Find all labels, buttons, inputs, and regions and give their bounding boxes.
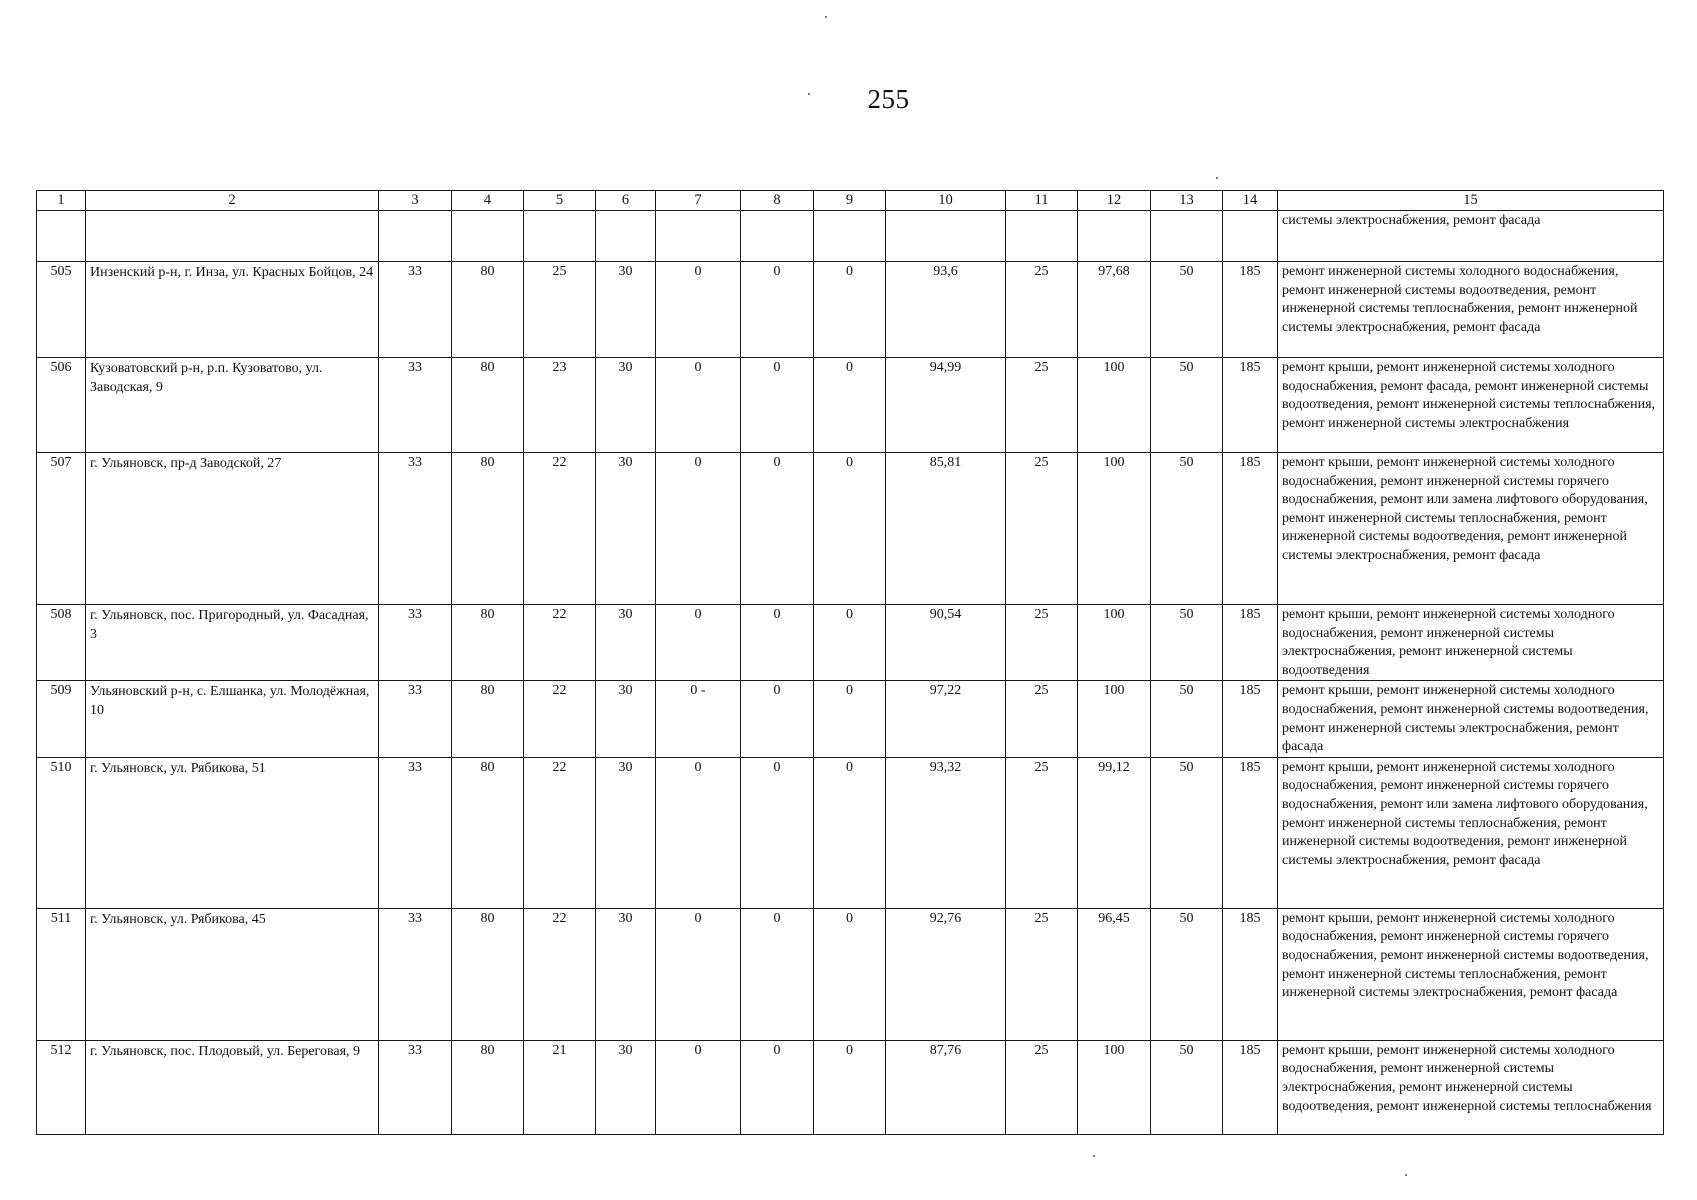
value-col-6: 30 — [596, 358, 656, 453]
address: г. Ульяновск, пр-д Заводской, 27 — [86, 453, 379, 605]
address: Ульяновский р-н, с. Елшанка, ул. Молодёжная, 10 — [86, 681, 379, 757]
value-col-11: 25 — [1006, 757, 1078, 908]
value-col-3: 33 — [379, 1040, 452, 1134]
value-col-11: 25 — [1006, 681, 1078, 757]
value-col-10: 94,99 — [886, 358, 1006, 453]
value-col-11: 25 — [1006, 1040, 1078, 1134]
table-cell — [1078, 211, 1151, 262]
column-number: 6 — [596, 191, 656, 211]
value-col-10: 85,81 — [886, 453, 1006, 605]
value-col-12: 96,45 — [1078, 908, 1151, 1040]
table-cell — [86, 211, 379, 262]
value-col-5: 23 — [524, 358, 596, 453]
value-col-8: 0 — [741, 358, 814, 453]
table-row — [37, 358, 1664, 453]
value-col-12: 100 — [1078, 1040, 1151, 1134]
value-col-9: 0 — [814, 681, 886, 757]
value-col-4: 80 — [452, 681, 524, 757]
table-row — [37, 681, 1664, 757]
value-col-4: 80 — [452, 1040, 524, 1134]
value-col-8: 0 — [741, 908, 814, 1040]
value-col-3: 33 — [379, 757, 452, 908]
value-col-10: 87,76 — [886, 1040, 1006, 1134]
work-description: ремонт крыши, ремонт инженерной системы холодного водоснабжения, ремонт инженерной системы электроснабжения, ремонт инженерной системы водоотведения, ремонт инженерной системы теплоснабжения — [1278, 1040, 1664, 1134]
value-col-9: 0 — [814, 453, 886, 605]
value-col-3: 33 — [379, 262, 452, 358]
value-col-4: 80 — [452, 358, 524, 453]
scan-speck — [825, 16, 827, 18]
scan-speck — [1405, 1174, 1407, 1176]
value-col-11: 25 — [1006, 262, 1078, 358]
table-cell — [741, 211, 814, 262]
value-col-13: 50 — [1151, 453, 1223, 605]
column-number: 14 — [1223, 191, 1278, 211]
value-col-13: 50 — [1151, 262, 1223, 358]
row-number: 510 — [37, 757, 86, 908]
table-cell — [814, 211, 886, 262]
value-col-11: 25 — [1006, 358, 1078, 453]
value-col-13: 50 — [1151, 681, 1223, 757]
column-number: 12 — [1078, 191, 1151, 211]
table-cell — [37, 211, 86, 262]
column-number: 5 — [524, 191, 596, 211]
continuation-row — [37, 211, 1664, 262]
value-col-6: 30 — [596, 605, 656, 681]
row-number: 512 — [37, 1040, 86, 1134]
value-col-13: 50 — [1151, 1040, 1223, 1134]
page-number: 255 — [867, 84, 910, 114]
work-description: ремонт крыши, ремонт инженерной системы холодного водоснабжения, ремонт инженерной системы электроснабжения, ремонт инженерной системы водоотведения — [1278, 605, 1664, 681]
value-col-6: 30 — [596, 262, 656, 358]
scan-speck — [1216, 177, 1218, 179]
value-col-7: 0 — [656, 358, 741, 453]
scan-speck — [808, 93, 810, 95]
value-col-3: 33 — [379, 681, 452, 757]
table-cell — [886, 211, 1006, 262]
value-col-12: 97,68 — [1078, 262, 1151, 358]
value-col-8: 0 — [741, 681, 814, 757]
work-description: ремонт крыши, ремонт инженерной системы холодного водоснабжения, ремонт инженерной системы горячего водоснабжения, ремонт инженерной системы водоотведения, ремонт инженерной системы теплоснабжения, ремонт инженерной системы электроснабжения, ремонт фасада — [1278, 908, 1664, 1040]
value-col-7: 0 — [656, 1040, 741, 1134]
address: г. Ульяновск, ул. Рябикова, 51 — [86, 757, 379, 908]
value-col-10: 92,76 — [886, 908, 1006, 1040]
table-cell — [1151, 211, 1223, 262]
row-number: 511 — [37, 908, 86, 1040]
table-row — [37, 908, 1664, 1040]
value-col-4: 80 — [452, 262, 524, 358]
table-row — [37, 757, 1664, 908]
value-col-10: 93,6 — [886, 262, 1006, 358]
address: Инзенский р-н, г. Инза, ул. Красных Бойцов, 24 — [86, 262, 379, 358]
table-cell — [379, 211, 452, 262]
value-col-10: 90,54 — [886, 605, 1006, 681]
value-col-8: 0 — [741, 605, 814, 681]
value-col-7: 0 - — [656, 681, 741, 757]
value-col-14: 185 — [1223, 908, 1278, 1040]
value-col-14: 185 — [1223, 453, 1278, 605]
address: г. Ульяновск, ул. Рябикова, 45 — [86, 908, 379, 1040]
value-col-7: 0 — [656, 453, 741, 605]
work-description: ремонт крыши, ремонт инженерной системы холодного водоснабжения, ремонт инженерной системы водоотведения, ремонт инженерной системы электроснабжения, ремонт фасада — [1278, 681, 1664, 757]
value-col-3: 33 — [379, 358, 452, 453]
table-cell — [524, 211, 596, 262]
column-number: 13 — [1151, 191, 1223, 211]
value-col-11: 25 — [1006, 908, 1078, 1040]
value-col-5: 25 — [524, 262, 596, 358]
value-col-8: 0 — [741, 262, 814, 358]
value-col-9: 0 — [814, 262, 886, 358]
work-description: системы электроснабжения, ремонт фасада — [1278, 211, 1664, 262]
column-number: 8 — [741, 191, 814, 211]
scan-speck — [1093, 1155, 1095, 1157]
table-row — [37, 1040, 1664, 1134]
value-col-9: 0 — [814, 358, 886, 453]
table-cell — [656, 211, 741, 262]
work-description: ремонт инженерной системы холодного водоснабжения, ремонт инженерной системы водоотведения, ремонт инженерной системы теплоснабжения, ремонт инженерной системы электроснабжения, ремонт фасада — [1278, 262, 1664, 358]
value-col-14: 185 — [1223, 757, 1278, 908]
work-description: ремонт крыши, ремонт инженерной системы холодного водоснабжения, ремонт фасада, ремонт инженерной системы водоотведения, ремонт инженерной системы теплоснабжения, ремонт инженерной системы электроснабжения — [1278, 358, 1664, 453]
column-number: 15 — [1278, 191, 1664, 211]
row-number: 509 — [37, 681, 86, 757]
value-col-6: 30 — [596, 757, 656, 908]
value-col-12: 100 — [1078, 358, 1151, 453]
value-col-12: 100 — [1078, 605, 1151, 681]
column-number: 11 — [1006, 191, 1078, 211]
value-col-4: 80 — [452, 757, 524, 908]
column-number: 7 — [656, 191, 741, 211]
value-col-7: 0 — [656, 605, 741, 681]
value-col-5: 22 — [524, 908, 596, 1040]
table-cell — [452, 211, 524, 262]
value-col-14: 185 — [1223, 358, 1278, 453]
value-col-13: 50 — [1151, 605, 1223, 681]
value-col-9: 0 — [814, 1040, 886, 1134]
column-number: 4 — [452, 191, 524, 211]
value-col-11: 25 — [1006, 453, 1078, 605]
column-number: 10 — [886, 191, 1006, 211]
column-number-row — [37, 191, 1664, 211]
value-col-11: 25 — [1006, 605, 1078, 681]
value-col-14: 185 — [1223, 262, 1278, 358]
value-col-7: 0 — [656, 757, 741, 908]
value-col-5: 22 — [524, 453, 596, 605]
table-row — [37, 262, 1664, 358]
row-number: 507 — [37, 453, 86, 605]
work-description: ремонт крыши, ремонт инженерной системы холодного водоснабжения, ремонт инженерной системы горячего водоснабжения, ремонт или замена лифтового оборудования, ремонт инженерной системы теплоснабжения, ремонт инженерной системы водоотведения, ремонт инженерной системы электроснабжения, ремонт фасада — [1278, 453, 1664, 605]
value-col-3: 33 — [379, 908, 452, 1040]
value-col-12: 100 — [1078, 681, 1151, 757]
table-cell — [1223, 211, 1278, 262]
value-col-13: 50 — [1151, 358, 1223, 453]
column-number: 2 — [86, 191, 379, 211]
value-col-5: 22 — [524, 681, 596, 757]
table-cell — [1006, 211, 1078, 262]
table-row — [37, 605, 1664, 681]
value-col-4: 80 — [452, 908, 524, 1040]
row-number: 505 — [37, 262, 86, 358]
value-col-4: 80 — [452, 605, 524, 681]
value-col-5: 21 — [524, 1040, 596, 1134]
value-col-7: 0 — [656, 908, 741, 1040]
value-col-8: 0 — [741, 757, 814, 908]
address: Кузоватовский р-н, р.п. Кузоватово, ул. Заводская, 9 — [86, 358, 379, 453]
value-col-14: 185 — [1223, 605, 1278, 681]
value-col-8: 0 — [741, 1040, 814, 1134]
value-col-7: 0 — [656, 262, 741, 358]
address: г. Ульяновск, пос. Плодовый, ул. Береговая, 9 — [86, 1040, 379, 1134]
value-col-4: 80 — [452, 453, 524, 605]
column-number: 1 — [37, 191, 86, 211]
value-col-6: 30 — [596, 681, 656, 757]
value-col-9: 0 — [814, 908, 886, 1040]
table-row — [37, 453, 1664, 605]
value-col-14: 185 — [1223, 681, 1278, 757]
value-col-14: 185 — [1223, 1040, 1278, 1134]
value-col-12: 99,12 — [1078, 757, 1151, 908]
value-col-9: 0 — [814, 757, 886, 908]
value-col-6: 30 — [596, 908, 656, 1040]
value-col-3: 33 — [379, 605, 452, 681]
value-col-6: 30 — [596, 453, 656, 605]
value-col-8: 0 — [741, 453, 814, 605]
column-number: 3 — [379, 191, 452, 211]
value-col-9: 0 — [814, 605, 886, 681]
work-description: ремонт крыши, ремонт инженерной системы холодного водоснабжения, ремонт инженерной системы горячего водоснабжения, ремонт или замена лифтового оборудования, ремонт инженерной системы теплоснабжения, ремонт инженерной системы водоотведения, ремонт инженерной системы электроснабжения, ремонт фасада — [1278, 757, 1664, 908]
column-number: 9 — [814, 191, 886, 211]
value-col-6: 30 — [596, 1040, 656, 1134]
value-col-5: 22 — [524, 605, 596, 681]
value-col-3: 33 — [379, 453, 452, 605]
value-col-13: 50 — [1151, 908, 1223, 1040]
row-number: 506 — [37, 358, 86, 453]
value-col-10: 97,22 — [886, 681, 1006, 757]
row-number: 508 — [37, 605, 86, 681]
repair-registry-table — [36, 190, 1664, 1135]
value-col-12: 100 — [1078, 453, 1151, 605]
address: г. Ульяновск, пос. Пригородный, ул. Фасадная, 3 — [86, 605, 379, 681]
value-col-13: 50 — [1151, 757, 1223, 908]
value-col-5: 22 — [524, 757, 596, 908]
value-col-10: 93,32 — [886, 757, 1006, 908]
table-cell — [596, 211, 656, 262]
